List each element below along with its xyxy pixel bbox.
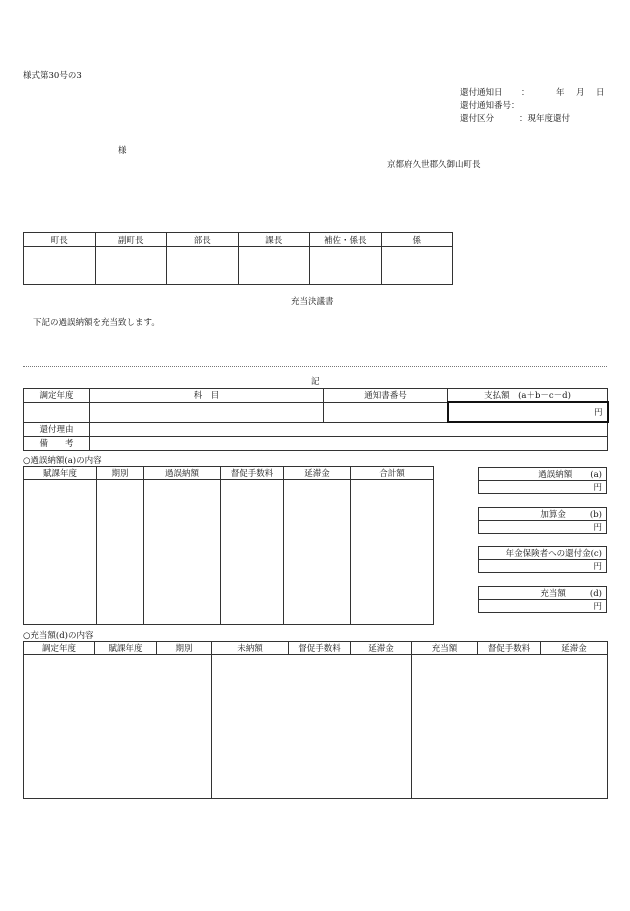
date-year: 年 bbox=[556, 88, 565, 98]
header-notice-number: 通知書番号 bbox=[324, 389, 448, 403]
stamp-header: 部長 bbox=[167, 233, 239, 247]
stamp-cell[interactable] bbox=[167, 247, 239, 285]
header-subject: 科 目 bbox=[90, 389, 324, 403]
allocation-header: 賦課年度 bbox=[95, 642, 157, 655]
stamp-header: 係 bbox=[381, 233, 453, 247]
ki-label: 記 bbox=[311, 377, 320, 387]
summary-label: 過誤納額 bbox=[538, 470, 573, 480]
allocation-header: 督促手数料 bbox=[478, 642, 541, 655]
payment-amount-cell[interactable]: 円 bbox=[448, 402, 608, 422]
overpayment-section-title: ○過誤納額(a)の内容 bbox=[23, 456, 102, 466]
summary-box-overpaid bbox=[478, 467, 607, 494]
date-day: 日 bbox=[596, 88, 605, 98]
summary-tag: (d) bbox=[589, 589, 602, 599]
refund-type-label: 還付区分 bbox=[460, 114, 495, 124]
refund-date-label: 還付通知日 bbox=[460, 88, 503, 98]
overpayment-header: 賦課年度 bbox=[24, 467, 97, 480]
remarks-cell[interactable] bbox=[90, 436, 608, 450]
overpayment-cell[interactable] bbox=[24, 480, 97, 625]
refund-reason-cell[interactable] bbox=[90, 422, 608, 436]
allocation-header: 延滞金 bbox=[351, 642, 412, 655]
stamp-header: 副町長 bbox=[95, 233, 167, 247]
summary-value[interactable]: 円 bbox=[479, 560, 607, 573]
issuer-name: 京都府久世郡久御山町長 bbox=[387, 160, 481, 170]
addressee-suffix: 様 bbox=[118, 146, 127, 156]
summary-box-pension-refund bbox=[478, 546, 607, 573]
summary-tag: (b) bbox=[589, 510, 602, 520]
summary-value[interactable]: 円 bbox=[479, 481, 607, 494]
stamp-cell[interactable] bbox=[381, 247, 453, 285]
overpayment-header: 期別 bbox=[97, 467, 144, 480]
header-payment-amount: 支払額 (a＋b－c－d) bbox=[448, 389, 608, 403]
refund-reason-label: 還付理由 bbox=[24, 422, 90, 436]
subject-cell[interactable] bbox=[90, 402, 324, 422]
approval-stamp-table bbox=[23, 232, 453, 285]
allocation-header: 期別 bbox=[157, 642, 212, 655]
stamp-cell[interactable] bbox=[310, 247, 382, 285]
summary-tag: (a) bbox=[590, 470, 602, 480]
overpayment-cell[interactable] bbox=[144, 480, 221, 625]
document-title: 充当決議書 bbox=[291, 297, 334, 307]
summary-tag: (c) bbox=[590, 549, 602, 559]
overpayment-table bbox=[23, 466, 434, 625]
stamp-cell[interactable] bbox=[95, 247, 167, 285]
allocation-table bbox=[23, 641, 608, 799]
allocation-body-group-1[interactable] bbox=[24, 655, 212, 799]
main-table bbox=[23, 388, 609, 451]
summary-label: 年金保険者への還付金 bbox=[505, 549, 591, 559]
summary-value[interactable]: 円 bbox=[479, 521, 607, 534]
dotted-separator bbox=[23, 366, 607, 367]
allocation-body-group-2[interactable] bbox=[212, 655, 412, 799]
summary-label: 充当額 bbox=[540, 589, 566, 599]
overpayment-cell[interactable] bbox=[97, 480, 144, 625]
summary-label: 加算金 bbox=[540, 510, 566, 520]
summary-box-allocation bbox=[478, 586, 607, 613]
summary-box-addition bbox=[478, 507, 607, 534]
allocation-body-group-3[interactable] bbox=[412, 655, 608, 799]
summary-value[interactable]: 円 bbox=[479, 600, 607, 613]
notice-number-cell[interactable] bbox=[324, 402, 448, 422]
allocation-section-title: ○充当額(d)の内容 bbox=[23, 631, 94, 641]
stamp-cell[interactable] bbox=[238, 247, 310, 285]
overpayment-header: 督促手数料 bbox=[221, 467, 284, 480]
remarks-label: 備 考 bbox=[24, 436, 90, 450]
allocation-header: 未納額 bbox=[212, 642, 289, 655]
stamp-cell[interactable] bbox=[24, 247, 96, 285]
stamp-header: 町長 bbox=[24, 233, 96, 247]
stamp-header: 補佐・係長 bbox=[310, 233, 382, 247]
allocation-header: 延滞金 bbox=[541, 642, 608, 655]
overpayment-header: 過誤納額 bbox=[144, 467, 221, 480]
assessment-year-cell[interactable] bbox=[24, 402, 90, 422]
overpayment-cell[interactable] bbox=[351, 480, 434, 625]
allocation-header: 督促手数料 bbox=[289, 642, 351, 655]
allocation-header: 調定年度 bbox=[24, 642, 95, 655]
overpayment-cell[interactable] bbox=[284, 480, 351, 625]
refund-date-colon: ： bbox=[521, 88, 530, 98]
stamp-header: 課長 bbox=[238, 233, 310, 247]
form-number: 様式第30号の3 bbox=[23, 71, 82, 81]
allocation-header: 充当額 bbox=[412, 642, 478, 655]
overpayment-cell[interactable] bbox=[221, 480, 284, 625]
overpayment-header: 延滞金 bbox=[284, 467, 351, 480]
header-assessment-year: 調定年度 bbox=[24, 389, 90, 403]
refund-number-label: 還付通知番号： bbox=[460, 101, 520, 111]
refund-type-value: ：現年度還付 bbox=[519, 114, 571, 124]
statement-text: 下記の過誤納額を充当致します。 bbox=[33, 318, 160, 328]
overpayment-header: 合計額 bbox=[351, 467, 434, 480]
date-month: 月 bbox=[576, 88, 585, 98]
